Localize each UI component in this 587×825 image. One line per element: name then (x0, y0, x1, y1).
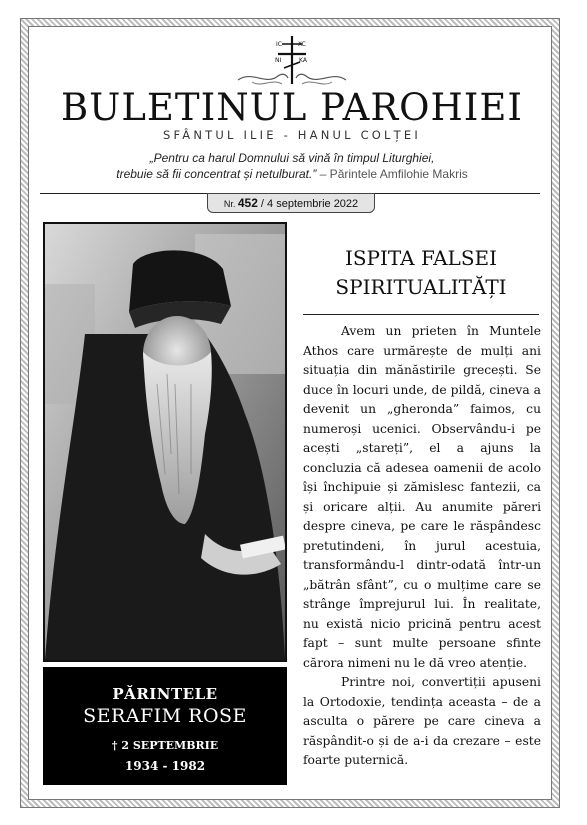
cross-emblem-icon (232, 32, 352, 88)
caption-years: 1934 - 1982 (124, 759, 206, 773)
article-title-line-1: ISPITA FALSEI (344, 246, 498, 270)
portrait-caption (43, 667, 287, 785)
issue-prefix: Nr. (223, 199, 238, 209)
portrait-photo (43, 222, 287, 662)
emblem-text-ni: NI (275, 57, 282, 64)
monk-portrait-image (45, 224, 285, 660)
issue-date: / 4 septembrie 2022 (257, 198, 359, 210)
quote-line-1: „Pentru ca harul Domnului să vină în timpul Liturghiei, (149, 151, 435, 165)
issue-badge (207, 193, 375, 213)
caption-name: SERAFIM ROSE (83, 705, 247, 727)
article-paragraph-1: Avem un prieten în Muntele Athos care urmărește de mulți ani situația din mănăstirile grecești. Se duce în locuri unde, de pildă, cineva a devenit un „gheronda” faimos, cu numeroși ucenici. Observându-i pe acești „stareți”, el a ajuns la concluzia că adesea oamenii de acolo își închipuie și zămislesc fantezii, ca și oricare alții. Au anumite păreri despre cineva, pe care le răspândesc pretutindeni, în jurul acestuia, transformându-l dintr-odată într-un „bătrân sfânt”, cu o mulțime care se strânge împrejurul lui. În realitate, nu există nicio pricină pentru acest fapt – sunt multe persoane sfinte cărora nimeni nu le dă vreo atenție. (303, 324, 541, 670)
parish-subtitle: SFÂNTUL ILIE - HANUL COLȚEI (163, 128, 421, 142)
article-divider (303, 314, 539, 315)
header-quote (30, 150, 554, 182)
emblem-text-xc: XC (298, 41, 306, 48)
quote-line-2: trebuie să fii concentrat și netulburat.” (116, 167, 317, 181)
article-title (303, 244, 539, 302)
emblem-text-ic: IC (276, 41, 282, 48)
issue-number: 452 (237, 196, 258, 210)
emblem-text-ka: KA (299, 57, 307, 64)
bulletin-title: BULETINUL PAROHIEI (60, 86, 524, 129)
article-title-line-2: SPIRITUALITĂȚI (335, 275, 507, 299)
article-body (303, 322, 541, 800)
caption-title: PĂRINTELE (112, 685, 218, 703)
caption-death-date: † 2 SEPTEMBRIE (111, 739, 219, 752)
quote-author: – Părintele Amfilohie Makris (316, 167, 468, 181)
article-paragraph-2: Printre noi, convertiții apuseni la Ortodoxie, tendința aceasta – de a asculta o părere pe care cineva a răspândit-o și de a-i da crezare – este foarte puternică. (303, 675, 541, 767)
